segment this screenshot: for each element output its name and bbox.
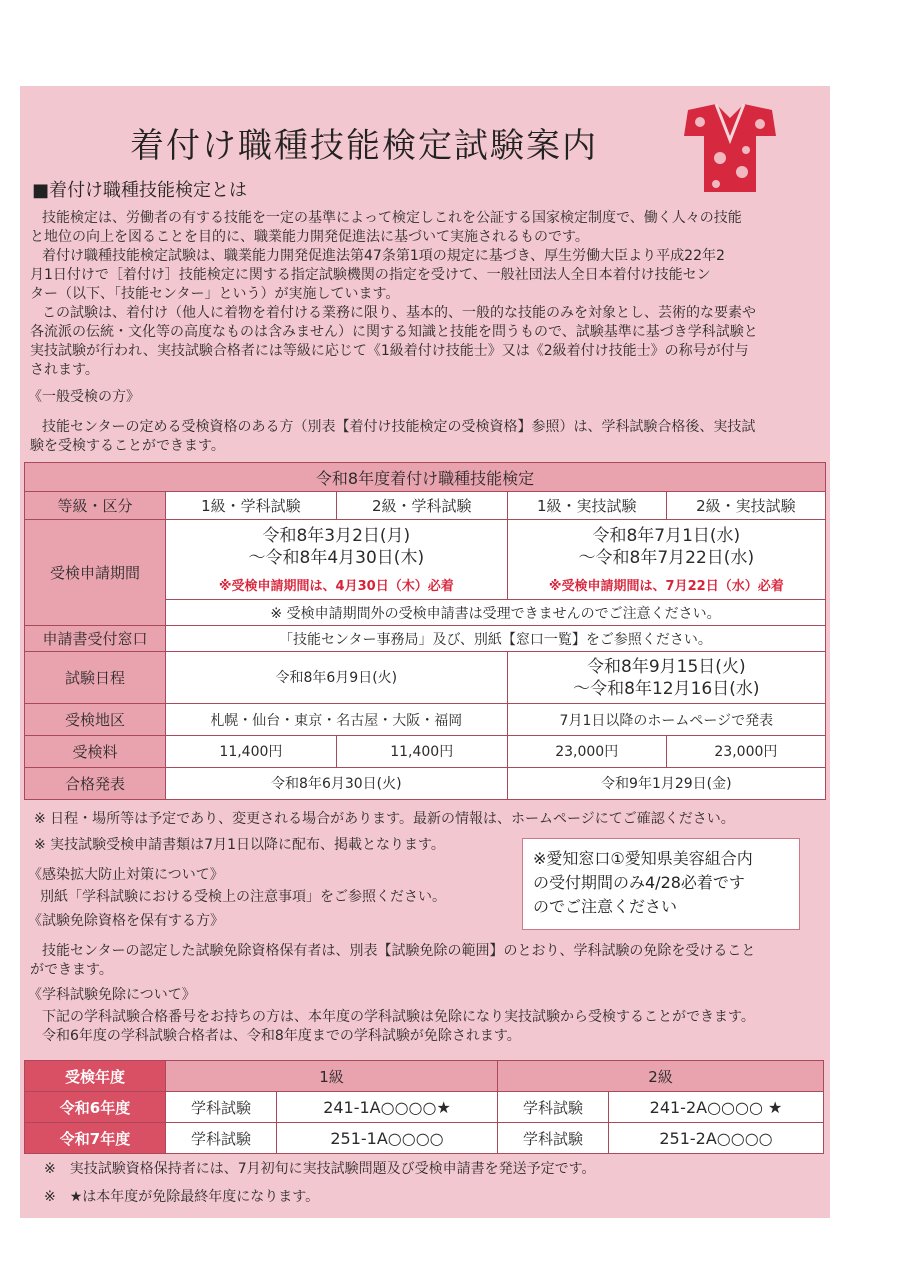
written-exempt-line: 令和6年度の学科試験合格者は、令和8年度までの学科試験が免除されます。 (42, 1028, 521, 1044)
grade-1-practical: 1級・実技試験 (507, 492, 666, 520)
page-title: 着付け職種技能検定試験案内 (130, 126, 598, 166)
date-label: 試験日程 (25, 652, 166, 704)
general-line: 験を受検することができます。 (30, 438, 225, 454)
period-written-deadline: ※受検申請期間は、4月30日（木）必着 (218, 579, 454, 594)
intro-line: ター（以下、「技能センター」という）が実施しています。 (30, 286, 400, 302)
window-value: 「技能センター事務局」及び、別紙【窓口一覧】をご参照ください。 (166, 626, 826, 652)
exempt-line: 技能センターの認定した試験免除資格保有者は、別表【試験免除の範囲】のとおり、学科試験の免除を受けること (42, 943, 756, 959)
intro-line: と地位の向上を図ることを目的に、職業能力開発促進法に基づいて実施されるものです。 (30, 229, 589, 245)
period-practical-end: ～令和8年7月22日(水) (578, 548, 755, 568)
type-cell: 学科試験 (498, 1123, 609, 1154)
result-practical: 令和9年1月29日(金) (507, 768, 825, 800)
grade2-header: 2級 (498, 1061, 824, 1092)
year-cell: 令和7年度 (25, 1123, 166, 1154)
period-label: 受検申請期間 (25, 520, 166, 626)
code-cell: 241-2A○○○○ ★ (609, 1092, 824, 1123)
infection-text: 別紙「学科試験における受検上の注意事項」をご参照ください。 (40, 889, 446, 905)
date-practical-start: 令和8年9月15日(火) (587, 656, 746, 677)
footer-note-practical: ※ 実技試験資格保持者には、7月初旬に実技試験問題及び受検申請書を発送予定です。 (44, 1161, 596, 1177)
result-written: 令和8年6月30日(火) (166, 768, 508, 800)
fee-grade-2-practical: 23,000円 (666, 736, 825, 768)
section-heading-about: ■着付け職種技能検定とは (32, 180, 248, 201)
period-practical-start: 令和8年7月1日(水) (592, 526, 741, 546)
grade-label: 等級・区分 (25, 492, 166, 520)
fee-grade-1-written: 11,400円 (166, 736, 337, 768)
fee-grade-2-written: 11,400円 (336, 736, 507, 768)
date-practical (507, 652, 825, 704)
table-title: 令和8年度着付け職種技能検定 (25, 463, 826, 492)
intro-line: されます。 (30, 362, 99, 378)
intro-line: 技能検定は、労働者の有する技能を一定の基準によって検定しこれを公証する国家検定制度で、働く人々の技能 (42, 210, 742, 226)
aichi-notice-line: のでご注意ください (533, 897, 678, 916)
period-common-note: ※ 受検申請期間外の受検申請書は受理できませんのでご注意ください。 (166, 600, 826, 626)
exemption-table (24, 1060, 824, 1154)
window-label: 申請書受付窓口 (25, 626, 166, 652)
period-written (166, 520, 508, 600)
aichi-notice-line: ※愛知窓口①愛知県美容組合内 (533, 849, 753, 868)
intro-paragraph (30, 209, 758, 380)
year-cell: 令和6年度 (25, 1092, 166, 1123)
type-cell: 学科試験 (166, 1123, 277, 1154)
code-cell: 251-1A○○○○ (277, 1123, 498, 1154)
fee-grade-1-practical: 23,000円 (507, 736, 666, 768)
general-line: 技能センターの定める受検資格のある方（別表【着付け技能検定の受検資格】参照）は、学科試験合格後、実技試 (42, 419, 756, 435)
grade-2-written: 2級・学科試験 (336, 492, 507, 520)
area-written: 札幌・仙台・東京・名古屋・大阪・福岡 (166, 704, 508, 736)
period-practical-deadline: ※受検申請期間は、7月22日（水）必着 (548, 579, 784, 594)
table-row (25, 1123, 824, 1154)
code-cell: 251-2A○○○○ (609, 1123, 824, 1154)
period-practical (507, 520, 825, 600)
area-label: 受検地区 (25, 704, 166, 736)
exempt-heading: 《試験免除資格を保有する方》 (28, 913, 224, 929)
intro-line: 各流派の伝統・文化等の高度なものは含みません）に関する知識と技能を問うもので、試験基準に基づき学科試験と (30, 324, 758, 340)
intro-line: 実技試験が行われ、実技試験合格者には等級に応じて《1級着付け技能士》又は《2級着付け技能士》の称号が付与 (30, 343, 749, 359)
code-cell: 241-1A○○○○★ (277, 1092, 498, 1123)
note-schedule: ※ 日程・場所等は予定であり、変更される場合があります。最新の情報は、ホームページにてご確認ください。 (34, 811, 735, 827)
grade-1-written: 1級・学科試験 (166, 492, 337, 520)
kimono-icon (680, 100, 780, 196)
date-written: 令和8年6月9日(火) (166, 652, 508, 704)
grade1-header: 1級 (166, 1061, 498, 1092)
written-exempt-line: 下記の学科試験合格番号をお持ちの方は、本年度の学科試験は免除になり実技試験から受検することができます。 (42, 1009, 755, 1025)
result-label: 合格発表 (25, 768, 166, 800)
intro-line: 月1日付けで［着付け］技能検定に関する指定試験機関の指定を受けて、一般社団法人全日本着付け技能セン (30, 267, 711, 283)
written-exempt-heading: 《学科試験免除について》 (28, 987, 196, 1003)
aichi-notice-line: の受付期間のみ4/28必着です (533, 873, 745, 892)
general-heading: 《一般受検の方》 (28, 389, 140, 405)
exempt-paragraph (30, 942, 755, 980)
table-row (25, 1092, 824, 1123)
area-practical: 7月1日以降のホームページで発表 (507, 704, 825, 736)
period-written-end: ～令和8年4月30日(木) (248, 548, 425, 568)
period-written-start: 令和8年3月2日(月) (262, 526, 411, 546)
exam-schedule-table (24, 462, 826, 800)
intro-line: この試験は、着付け（他人に着物を着付ける業務に限り、基本的、一般的な技能のみを対象とし、芸術的な要素や (42, 305, 756, 321)
written-exempt-paragraph (30, 1008, 755, 1046)
footer-note-star: ※ ★は本年度が免除最終年度になります。 (44, 1189, 320, 1205)
type-cell: 学科試験 (498, 1092, 609, 1123)
note-practical-forms: ※ 実技試験受検申請書類は7月1日以降に配布、掲載となります。 (34, 837, 445, 853)
aichi-notice-box (522, 838, 800, 930)
year-label: 受検年度 (25, 1061, 166, 1092)
exempt-line: ができます。 (30, 962, 113, 978)
infection-heading: 《感染拡大防止対策について》 (28, 867, 224, 883)
fee-label: 受検料 (25, 736, 166, 768)
general-paragraph (30, 418, 755, 456)
intro-line: 着付け職種技能検定試験は、職業能力開発促進法第47条第1項の規定に基づき、厚生労働大臣より平成22年2 (42, 248, 725, 264)
date-practical-end: ～令和8年12月16日(水) (573, 678, 760, 699)
grade-2-practical: 2級・実技試験 (666, 492, 825, 520)
type-cell: 学科試験 (166, 1092, 277, 1123)
